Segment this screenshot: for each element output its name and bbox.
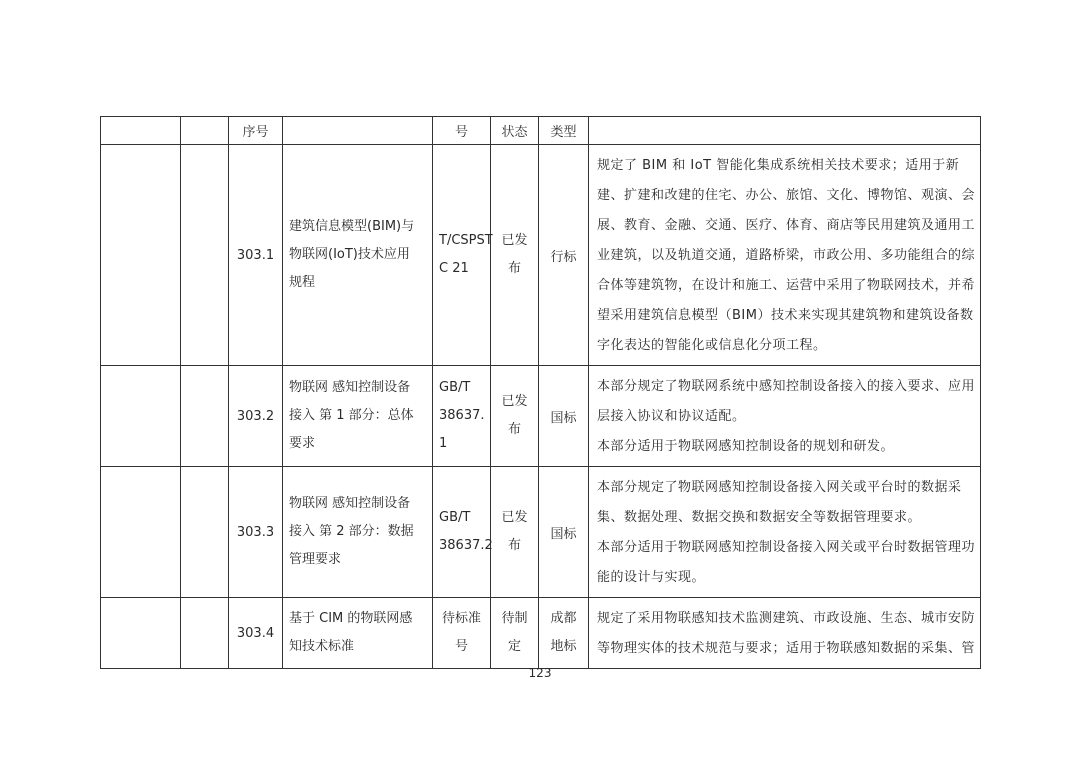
- header-cell-code: 号: [433, 117, 491, 145]
- table-header-row: [101, 117, 981, 145]
- table-row: [101, 145, 981, 366]
- header-cell-desc: [589, 117, 981, 145]
- code-cell: GB/T 38637.2: [433, 467, 491, 598]
- type-cell: 国标: [539, 467, 589, 598]
- header-cell-seq: 序号: [229, 117, 283, 145]
- desc-cell: 本部分规定了物联网系统中感知控制设备接入的接入要求、应用层接入协议和协议适配。 本部分适用于物联网感知控制设备的规划和研发。: [589, 366, 981, 467]
- status-cell: 已发 布: [491, 467, 539, 598]
- standards-table: [100, 116, 981, 669]
- header-cell-blank1: [101, 117, 181, 145]
- empty-cell: [181, 145, 229, 366]
- seq-cell: 303.2: [229, 366, 283, 467]
- header-cell-type: 类型: [539, 117, 589, 145]
- name-cell: 建筑信息模型(BIM)与 物联网(IoT)技术应用 规程: [283, 145, 433, 366]
- status-cell: 待制 定: [491, 598, 539, 669]
- header-cell-status: 状态: [491, 117, 539, 145]
- seq-cell: 303.1: [229, 145, 283, 366]
- empty-cell: [181, 467, 229, 598]
- table-row: [101, 598, 981, 669]
- code-cell: 待标准 号: [433, 598, 491, 669]
- header-cell-blank2: [181, 117, 229, 145]
- table-row: [101, 366, 981, 467]
- empty-cell: [181, 598, 229, 669]
- type-cell: 成都 地标: [539, 598, 589, 669]
- type-cell: 国标: [539, 366, 589, 467]
- name-cell: 物联网 感知控制设备 接入 第 2 部分：数据 管理要求: [283, 467, 433, 598]
- table-row: [101, 467, 981, 598]
- desc-cell: 规定了 BIM 和 IoT 智能化集成系统相关技术要求；适用于新建、扩建和改建的住宅、办公、旅馆、文化、博物馆、观演、会展、教育、金融、交通、医疗、体育、商店等民用建筑及通用工业建筑，以及轨道交通，道路桥梁，市政公用、多功能组合的综合体等建筑物，在设计和施工、运营中采用了物联网技术，并希望采用建筑信息模型（BIM）技术来实现其建筑物和建筑设备数字化表达的智能化或信息化分项工程。: [589, 145, 981, 366]
- seq-cell: 303.4: [229, 598, 283, 669]
- empty-cell: [101, 145, 181, 366]
- desc-cell: 规定了采用物联感知技术监测建筑、市政设施、生态、城市安防等物理实体的技术规范与要求；适用于物联感知数据的采集、管: [589, 598, 981, 669]
- seq-cell: 303.3: [229, 467, 283, 598]
- empty-cell: [101, 366, 181, 467]
- code-cell: GB/T 38637. 1: [433, 366, 491, 467]
- name-cell: 物联网 感知控制设备 接入 第 1 部分：总体 要求: [283, 366, 433, 467]
- status-cell: 已发 布: [491, 366, 539, 467]
- desc-cell: 本部分规定了物联网感知控制设备接入网关或平台时的数据采集、数据处理、数据交换和数据安全等数据管理要求。 本部分适用于物联网感知控制设备接入网关或平台时数据管理功能的设计与实现。: [589, 467, 981, 598]
- header-cell-name: [283, 117, 433, 145]
- empty-cell: [181, 366, 229, 467]
- empty-cell: [101, 598, 181, 669]
- type-cell: 行标: [539, 145, 589, 366]
- empty-cell: [101, 467, 181, 598]
- status-cell: 已发 布: [491, 145, 539, 366]
- page-number: 123: [528, 666, 552, 680]
- name-cell: 基于 CIM 的物联网感 知技术标准: [283, 598, 433, 669]
- code-cell: T/CSPST C 21: [433, 145, 491, 366]
